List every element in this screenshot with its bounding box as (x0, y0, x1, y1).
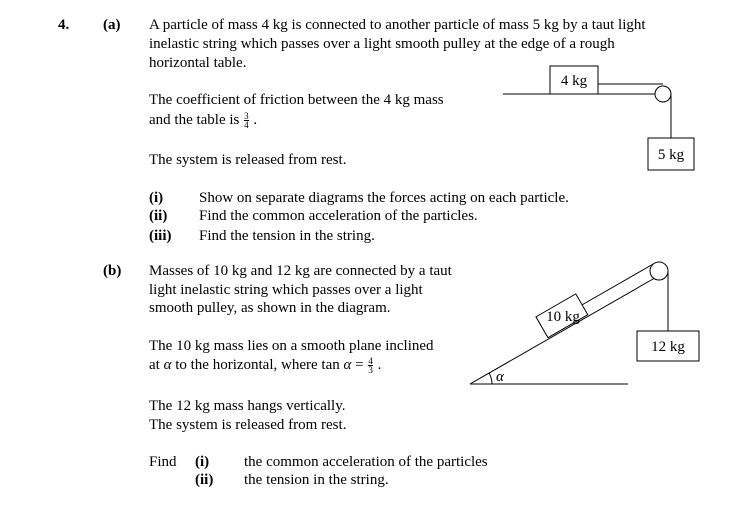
mass-10kg-label: 10 kg (546, 309, 580, 325)
part-a-intro-line-2: inelastic string which passes over a light smooth pulley at the edge of a rough (149, 36, 615, 52)
equals-sign: = (355, 357, 364, 373)
tan-denominator: 3 (368, 365, 373, 376)
alpha-symbol: α (163, 357, 172, 373)
part-a-subpart-i-text: Show on separate diagrams the forces acting on each particle. (199, 190, 569, 206)
part-a-subpart-ii-text: Find the common acceleration of the particles. (199, 208, 478, 224)
friction-line-1: The coefficient of friction between the 4 kg mass (149, 92, 444, 108)
question-number: 4. (58, 17, 70, 33)
part-a-subpart-iii-label: (iii) (149, 228, 172, 244)
part-b-intro-line-3: smooth pulley, as shown in the diagram. (149, 300, 391, 316)
mass-5kg-label: 5 kg (657, 147, 685, 163)
part-a-release: The system is released from rest. (149, 152, 347, 168)
friction-denominator: 4 (244, 120, 249, 131)
part-b-intro-line-1: Masses of 10 kg and 12 kg are connected by a taut (149, 263, 452, 279)
tan-numerator: 4 (368, 356, 373, 367)
part-a-intro-line-1: A particle of mass 4 kg is connected to another particle of mass 5 kg by a taut light (149, 17, 646, 33)
part-b-subpart-ii-label: (ii) (195, 472, 214, 488)
alpha-symbol-2: α (343, 357, 352, 373)
pulley-a (655, 86, 671, 102)
part-a-subpart-iii-text: Find the tension in the string. (199, 228, 375, 244)
plane-line-2-mid: to the horizontal, where tan (175, 357, 340, 373)
angle-arc (489, 373, 492, 384)
part-a-subpart-ii-label: (ii) (149, 208, 168, 224)
part-b-intro-line-2: light inelastic string which passes over a light (149, 282, 423, 298)
part-b-hang-line: The 12 kg mass hangs vertically. (149, 398, 346, 414)
plane-suffix: . (377, 357, 382, 373)
friction-prefix: and the table is (149, 112, 240, 128)
mass-4kg-label: 4 kg (560, 73, 588, 89)
part-b-subpart-i-label: (i) (195, 454, 210, 470)
part-b-release: The system is released from rest. (149, 417, 347, 433)
plane-line-2-prefix: at (149, 357, 160, 373)
plane-line-1: The 10 kg mass lies on a smooth plane inclined (149, 338, 434, 354)
friction-suffix: . (253, 112, 258, 128)
friction-numerator: 3 (244, 111, 249, 122)
incline-line (470, 275, 660, 384)
part-b-label: (b) (103, 263, 122, 279)
pulley-b (650, 262, 668, 280)
part-b-subpart-i-text: the common acceleration of the particles (244, 454, 488, 470)
part-a-subpart-i-label: (i) (149, 190, 164, 206)
mass-12kg-label: 12 kg (651, 339, 685, 355)
find-label: Find (149, 454, 177, 470)
part-b-subpart-ii-text: the tension in the string. (244, 472, 389, 488)
part-a-label: (a) (103, 17, 121, 33)
angle-alpha-label: α (496, 369, 504, 385)
part-a-intro-line-3: horizontal table. (149, 55, 247, 71)
diagram-b (470, 262, 699, 384)
